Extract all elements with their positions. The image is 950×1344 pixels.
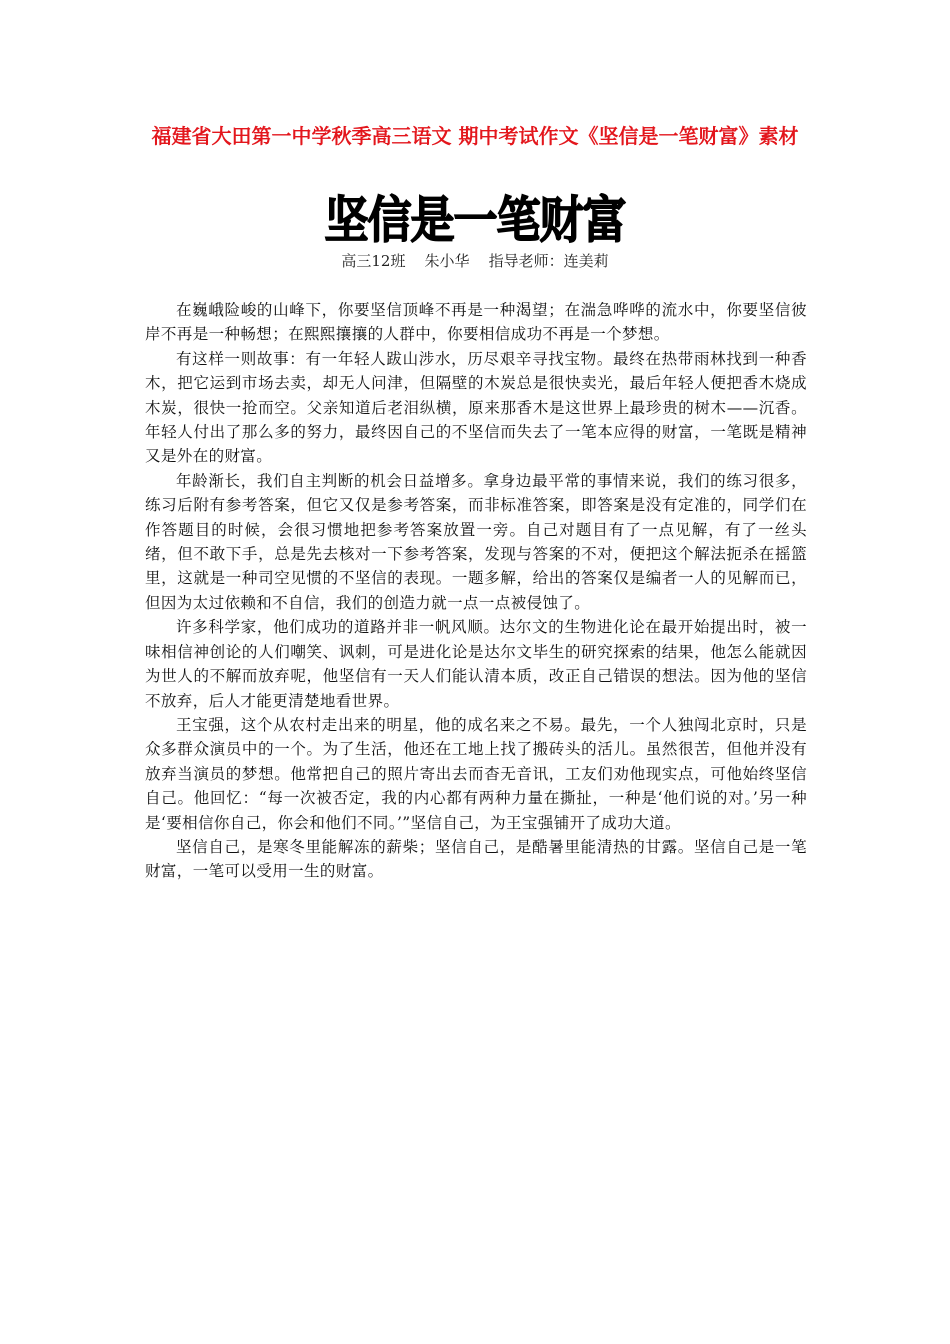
paragraph: 有这样一则故事：有一年轻人跋山涉水，历尽艰辛寻找宝物。最终在热带雨林找到一种香木，把它运到市场去卖，却无人问津，但隔壁的木炭总是很快卖光，最后年轻人便把香木烧成木炭，很快一抢而空。父亲知道后老泪纵横，原来那香木是这世界上最珍贵的树木——沉香。年轻人付出了那么多的努力，最终因自己的不坚信而失去了一笔本应得的财富，一笔既是精神又是外在的财富。 <box>145 349 807 466</box>
paragraph: 王宝强，这个从农村走出来的明星，他的成名来之不易。最先，一个人独闯北京时，只是众多群众演员中的一个。为了生活，他还在工地上找了搬砖头的活儿。虽然很苦，但他并没有放弃当演员的梦想。他常把自己的照片寄出去而杳无音讯，工友们劝他现实点，可他始终坚信自己。他回忆：“每一次被否定，我的内心都有两种力量在撕扯，一种是‘他们说的对。’另一种是‘要相信你自己，你会和他们不同。’”坚信自己，为王宝强铺开了成功大道。 <box>145 715 807 832</box>
essay-body <box>145 298 807 884</box>
paragraph: 在巍峨险峻的山峰下，你要坚信顶峰不再是一种渴望；在湍急哗哗的流水中，你要坚信彼岸不再是一种畅想；在熙熙攘攘的人群中，你要相信成功不再是一个梦想。 <box>145 301 807 344</box>
paragraph: 许多科学家，他们成功的道路并非一帆风顺。达尔文的生物进化论在最开始提出时，被一味相信神创论的人们嘲笑、讽刺，可是进化论是达尔文毕生的研究探索的结果，他怎么能就因为世人的不解而放弃呢，他坚信有一天人们能认清本质，改正自己错误的想法。因为他的坚信不放弃，后人才能更清楚地看世界。 <box>145 618 807 710</box>
paragraph: 坚信自己，是寒冬里能解冻的薪柴；坚信自己，是酷暑里能清热的甘露。坚信自己是一笔财富，一笔可以受用一生的财富。 <box>145 837 807 881</box>
byline: 高三12班 朱小华 指导老师：连美莉 <box>341 252 609 270</box>
document-heading: 福建省大田第一中学秋季高三语文 期中考试作文《坚信是一笔财富》素材 <box>151 124 799 148</box>
essay-title: 坚信是一笔财富 <box>324 192 626 250</box>
paragraph: 年龄渐长，我们自主判断的机会日益增多。拿身边最平常的事情来说，我们的练习很多，练习后附有参考答案，但它又仅是参考答案，而非标准答案，即答案是没有定准的，同学们在作答题目的时候，会很习惯地把参考答案放置一旁。自己对题目有了一点见解，有了一丝头绪，但不敢下手，总是先去核对一下参考答案，发现与答案的不对，便把这个解法扼杀在摇篮里，这就是一种司空见惯的不坚信的表现。一题多解，给出的答案仅是编者一人的见解而已，但因为太过依赖和不自信，我们的创造力就一点一点被侵蚀了。 <box>145 471 807 612</box>
